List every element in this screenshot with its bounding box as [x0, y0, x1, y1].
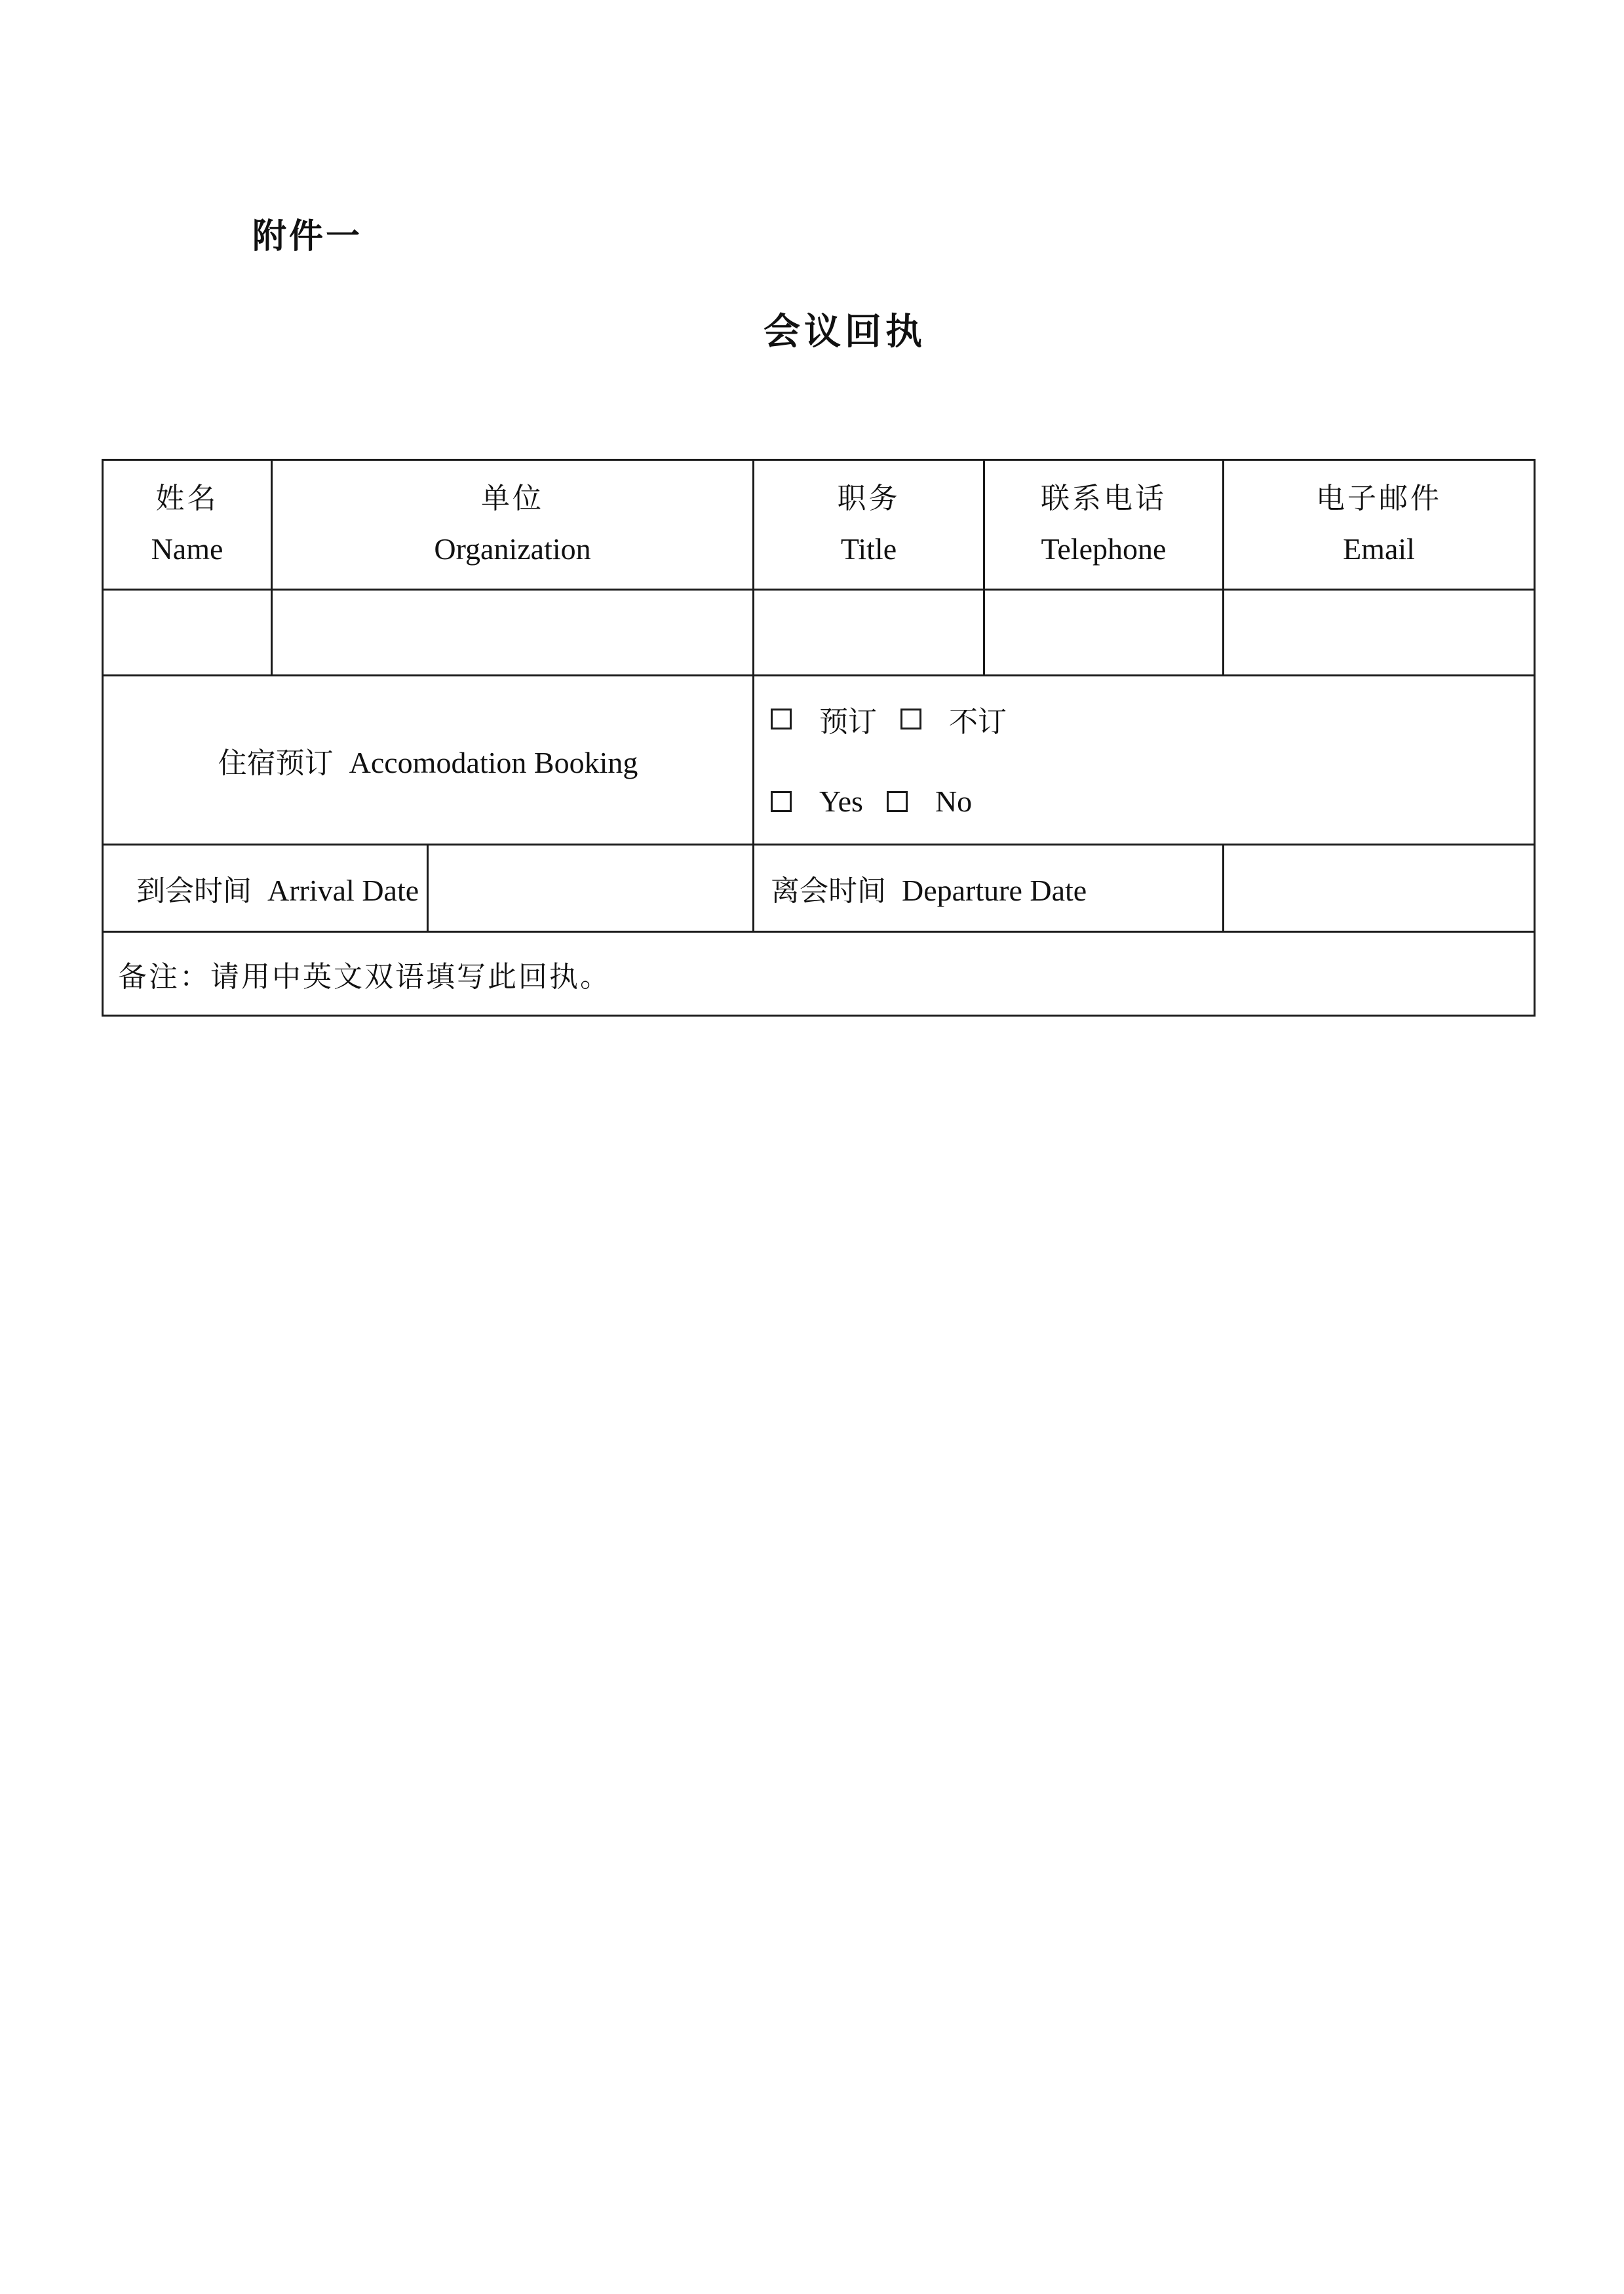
checkbox-no-en[interactable] [887, 791, 908, 812]
option-yes-zh-label: 预订 [819, 705, 877, 739]
header-telephone-en: Telephone [1041, 532, 1167, 566]
option-yes-zh[interactable] [771, 698, 877, 740]
header-email-zh: 电子邮件 [1316, 482, 1442, 515]
arrival-date-label [103, 845, 428, 932]
departure-date-label-zh: 离会时间 [771, 874, 886, 908]
accommodation-label-zh: 住宿预订 [218, 746, 334, 780]
arrival-date-label-en: Arrival Date [267, 874, 419, 907]
checkbox-no-zh[interactable] [900, 709, 921, 729]
header-name [103, 460, 272, 590]
email-field[interactable] [1224, 590, 1535, 676]
option-no-en[interactable] [887, 784, 972, 819]
document-title: 会议回执 [764, 310, 926, 353]
remarks-note: 备注：请用中英文双语填写此回执。 [103, 932, 1535, 1016]
option-yes-en[interactable] [771, 784, 863, 819]
note-row [103, 932, 1535, 1016]
accommodation-label-en: Accomodation Booking [349, 745, 638, 779]
header-telephone [984, 460, 1224, 590]
header-email-en: Email [1343, 532, 1415, 566]
header-organization [272, 460, 754, 590]
header-title [754, 460, 984, 590]
checkbox-yes-en[interactable] [771, 791, 792, 812]
header-telephone-zh: 联系电话 [1041, 482, 1167, 515]
annex-label: 附件一 [252, 216, 363, 256]
departure-date-field[interactable] [1224, 845, 1535, 932]
header-title-zh: 职务 [837, 482, 900, 515]
accommodation-options [754, 676, 1535, 845]
options-en-line [771, 781, 1534, 823]
arrival-date-field[interactable] [428, 845, 754, 932]
dates-row [103, 845, 1535, 932]
name-field[interactable] [103, 590, 272, 676]
header-name-zh: 姓名 [155, 482, 219, 515]
reply-form-table [102, 459, 1536, 1017]
header-email [1224, 460, 1535, 590]
entry-row [103, 590, 1535, 676]
header-row [103, 460, 1535, 590]
departure-date-label-en: Departure Date [902, 874, 1087, 907]
option-no-zh[interactable] [900, 698, 1007, 740]
title-field[interactable] [754, 590, 984, 676]
option-no-en-label: No [935, 785, 973, 818]
telephone-field[interactable] [984, 590, 1224, 676]
header-organization-zh: 单位 [481, 482, 544, 515]
departure-date-label [754, 845, 1224, 932]
accommodation-row [103, 676, 1535, 845]
arrival-date-label-zh: 到会时间 [136, 874, 252, 908]
checkbox-yes-zh[interactable] [771, 709, 792, 729]
header-organization-en: Organization [434, 532, 591, 566]
header-title-en: Title [840, 532, 897, 566]
options-zh-line [771, 698, 1534, 740]
organization-field[interactable] [272, 590, 754, 676]
option-yes-en-label: Yes [819, 785, 863, 818]
header-name-en: Name [151, 532, 223, 566]
accommodation-label [103, 676, 754, 845]
option-no-zh-label: 不订 [949, 705, 1007, 739]
